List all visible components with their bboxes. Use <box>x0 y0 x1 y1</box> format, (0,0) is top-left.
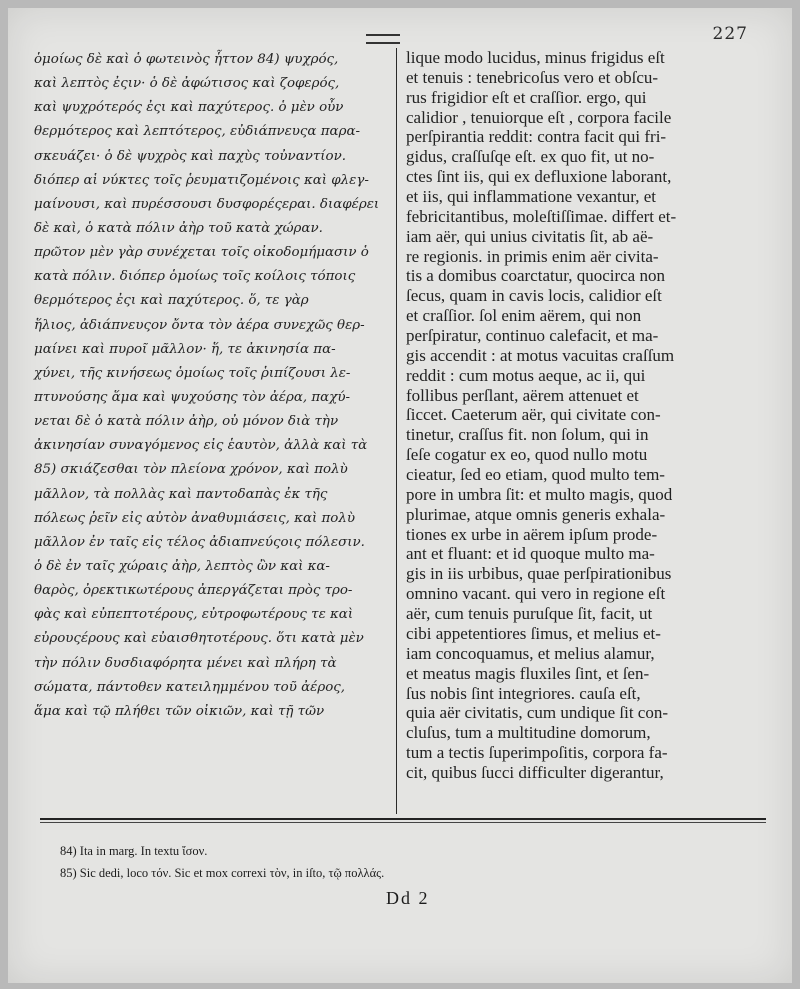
greek-text-line: θερμότερος ἐςι καὶ παχύτερος. ὅ, τε γὰρ <box>34 293 309 309</box>
latin-text-line: cibi appetentiores ſimus, et melius et- <box>406 623 661 643</box>
greek-text-line: εὐρουςέρους καὶ εὐαισθητοτέρους. ὅτι κατὰ μὲν <box>34 631 364 647</box>
book-page <box>8 8 792 983</box>
greek-text-line: 85) σκιάζεσθαι τὸν πλείονα χρόνον, καὶ πολὺ <box>34 462 348 478</box>
greek-text-line: μᾶλλον ἐν ταῖς εἰς τέλος ἀδιαπνεύςοις πόλεσιν. <box>34 534 365 550</box>
footnote-rule-thin <box>40 822 766 823</box>
greek-text-line: ὁμοίως δὲ καὶ ὁ φωτεινὸς ἧττον 84) ψυχρός, <box>34 52 339 67</box>
greek-text-line: ὁ δὲ ἐν ταῖς χώραις ἀὴρ, λεπτὸς ὢν καὶ κα- <box>34 558 330 574</box>
latin-text-line: aër, cum tenuis puruſque ſit, facit, ut <box>406 604 653 624</box>
greek-text-line: κατὰ πόλιν. διόπερ ὁμοίως τοῖς κοίλοις τόποις <box>34 269 356 285</box>
footnote-rule <box>40 818 766 820</box>
latin-text-line: perſpiratur, continuo calefacit, et ma- <box>406 326 659 346</box>
latin-text-column <box>406 48 762 783</box>
latin-text-line: gidus, craſſuſqe eſt. ex quo fit, ut no- <box>406 147 655 167</box>
greek-text-line: πόλεως ῥεῖν εἰς αὐτὸν ἀναθυμιάσεις, καὶ πολὺ <box>34 510 355 526</box>
greek-text-line: νεται δὲ ὁ κατὰ πόλιν ἀὴρ, οὐ μόνον διὰ τὴν <box>34 414 339 430</box>
latin-text-line: cieatur, ſed eo etiam, quod multo tem- <box>406 465 665 485</box>
latin-text-line: et craſſior. ſol enim aërem, qui non <box>406 306 642 326</box>
latin-text-line: et meatus magis fluxiles ſint, et ſen- <box>406 663 650 683</box>
latin-text-line: ſeſe cogatur ex eo, quod nullo motu <box>406 445 648 465</box>
greek-text-line: μαίνουσι, καὶ πυρέσσουσι δυσφορέςεραι. διαφέρει <box>34 196 380 212</box>
latin-text-line: cluſus, tum a multitudine domorum, <box>406 723 651 743</box>
latin-text-line: plurimae, atque omnis generis exhala- <box>406 504 666 524</box>
greek-text-line: μᾶλλον, τὰ πολλὰς καὶ παντοδαπὰς ἐκ τῆς <box>34 486 328 502</box>
latin-text-line: follibus perſlant, aërem attenuet et <box>406 385 639 405</box>
greek-text-line: σκευάζει· ὁ δὲ ψυχρὸς καὶ παχὺς τοὐναντίον. <box>34 148 346 164</box>
latin-text-line: iam aër, qui unius civitatis ſit, ab aë- <box>406 226 654 246</box>
greek-text-line: ἅμα καὶ τῷ πλήθει τῶν οἰκιῶν, καὶ τῇ τῶν <box>34 703 325 719</box>
latin-text-line: gis in iis urbibus, quae perſpirationibus <box>406 564 672 584</box>
greek-text-line: χύνει, τῆς κινήσεως ὁμοίως τοῖς ῥιπίζουσι λε- <box>34 365 351 381</box>
greek-text-line: ἥλιος, ἀδιάπνευςον ὄντα τὸν ἀέρα συνεχῶς θερ- <box>34 317 365 333</box>
greek-text-line: πρῶτον μὲν γὰρ συνέχεται τοῖς οἰκοδομήμασιν ὁ <box>34 245 369 261</box>
latin-text-line: tinetur, craſſus fit. non ſolum, qui in <box>406 425 649 445</box>
greek-text-line: πτυνούσης ἅμα καὶ ψυχούσης τὸν ἀέρα, παχύ- <box>34 389 351 405</box>
footnote-84: 84) Ita in marg. In textu ἴσον. <box>60 844 208 858</box>
footnotes <box>60 840 760 884</box>
latin-text-line: tum a tectis ſuperimpoſitis, corpora fa- <box>406 743 668 763</box>
greek-text-line: καὶ λεπτὸς ἐςιν· ὁ δὲ ἀφώτισος καὶ ζοφερός, <box>34 76 340 92</box>
greek-text-line: μαίνει καὶ πυροῖ μᾶλλον· ἥ, τε ἀκινησία πα- <box>34 341 336 357</box>
latin-text-line: et iis, qui inflammatione vexantur, et <box>406 187 657 207</box>
latin-text-line: quia aër civitatis, cum undique ſit con- <box>406 703 669 723</box>
latin-text-line: ſecus, quam in cavis locis, calidior eſt <box>406 286 662 306</box>
page-number: 227 <box>712 24 748 44</box>
greek-text-line: διόπερ αἱ νύκτες τοῖς ῥευματιζομένοις καὶ φλεγ- <box>34 172 369 188</box>
latin-text-line: ctes ſint iis, qui ex defluxione laborant, <box>406 167 672 187</box>
greek-text-line: καὶ ψυχρότερός ἐςι καὶ παχύτερος. ὁ μὲν οὖν <box>34 100 344 116</box>
latin-text-line: ſiccet. Caeterum aër, qui civitate con- <box>406 405 661 425</box>
latin-text-line: calidior , tenuiorque eſt , corpora facile <box>406 107 672 127</box>
signature-mark: Dd 2 <box>386 888 430 908</box>
latin-text-line: ant et fluant: et id quoque multo ma- <box>406 544 655 564</box>
greek-text-line: ἀκινησίαν συναγόμενος εἰς ἑαυτὸν, ἀλλὰ καὶ τὰ <box>34 438 368 454</box>
latin-text-line: reddit : cum motus aeque, ac ii, qui <box>406 365 646 385</box>
latin-text-line: iam concoquamus, et melius alamur, <box>406 643 655 663</box>
greek-text-line: θερμότερος καὶ λεπτότερος, εὐδιάπνευςα παρα- <box>34 124 361 140</box>
greek-text-line: θαρὸς, ὀρεκτικωτέρους ἀπεργάζεται πρὸς τρο- <box>34 583 353 599</box>
latin-text-line: lique modo lucidus, minus frigidus eſt <box>406 48 665 67</box>
column-divider <box>396 48 397 814</box>
latin-text-line: ſus nobis ſint integriores. cauſa eſt, <box>406 683 641 703</box>
latin-text-line: perſpirantia reddit: contra facit qui fri- <box>406 127 667 147</box>
latin-text-line: cit, quibus ſucci difficulter digerantur, <box>406 762 664 782</box>
latin-text-line: re regionis. in primis enim aër civita- <box>406 246 659 266</box>
greek-text-column <box>34 48 388 724</box>
greek-text-line: φὰς καὶ εὐπεπτοτέρους, εὐτροφωτέρους τε καὶ <box>34 607 354 623</box>
latin-text-line: tis a domibus coarctatur, quocirca non <box>406 266 665 286</box>
latin-text-line: omnino vacant. qui vero in regione eſt <box>406 584 666 604</box>
latin-text-line: et tenuis : tenebricoſus vero et obſcu- <box>406 67 659 87</box>
footnote-85: 85) Sic dedi, loco τόν. Sic et mox correxi τὸν, in iſto, τῷ πολλάς. <box>60 866 385 880</box>
latin-text-line: gis accendit : at motus vacuitas craſſum <box>406 345 675 365</box>
latin-text-line: rus frigidior eſt et craſſior. ergo, qui <box>406 87 647 107</box>
greek-text-line: σώματα, πάντοθεν κατειλημμένου τοῦ ἀέρος, <box>34 679 346 695</box>
header-ornament <box>366 34 400 44</box>
greek-text-line: δὲ καὶ, ὁ κατὰ πόλιν ἀὴρ τοῦ κατὰ χώραν. <box>34 220 323 236</box>
latin-text-line: pore in umbra ſit: et multo magis, quod <box>406 484 673 504</box>
greek-text-line: τὴν πόλιν δυσδιαφόρητα μένει καὶ πλήρη τὰ <box>34 655 337 671</box>
latin-text-line: tiones ex urbe in aërem ipſum prode- <box>406 524 658 544</box>
latin-text-line: febricitantibus, moleſtiſſimae. differt et- <box>406 206 677 226</box>
